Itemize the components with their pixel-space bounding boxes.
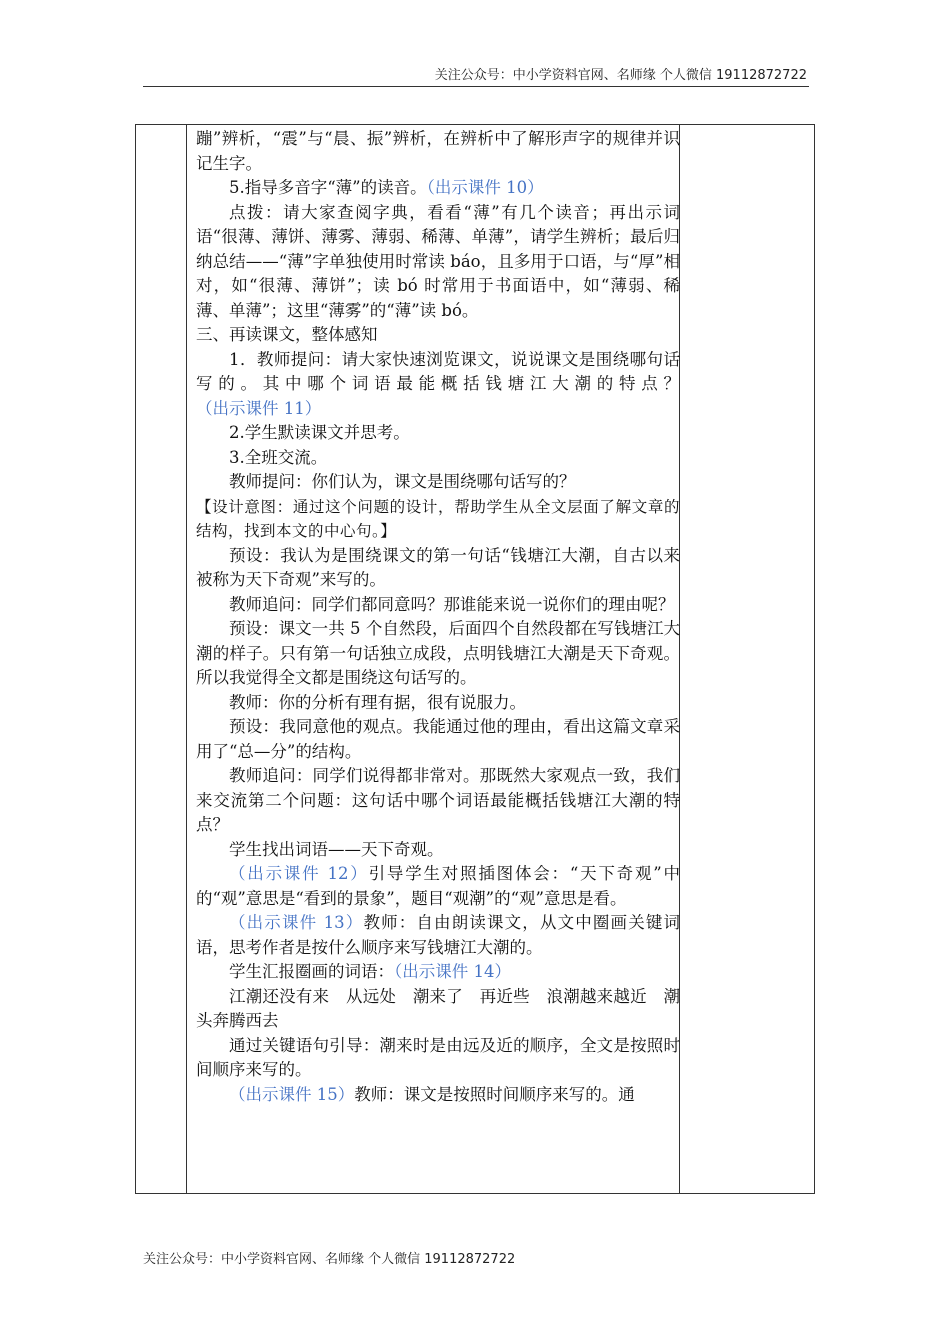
courseware-link: （出示课件 14）: [394, 962, 511, 981]
column-divider-left: [186, 125, 187, 1193]
lesson-table: [135, 124, 815, 1194]
courseware-link: （出示课件 15）: [229, 1084, 355, 1104]
courseware-link: （出示课件 10）: [426, 178, 544, 197]
paragraph: 通过关键语句引导：潮来时是由远及近的顺序，全文是按照时间顺序来写的。: [196, 1035, 680, 1079]
paragraph: 2.学生默读课文并思考。: [229, 423, 410, 442]
header-rule: [143, 86, 809, 87]
paragraph: （出示课件 15）教师：课文是按照时间顺序来写的。通: [229, 1084, 635, 1104]
design-intent: 【设计意图：通过这个问题的设计，帮助学生从全文层面了解文章的结构，找到本文的中心句。】: [196, 497, 680, 540]
paragraph: （出示课件 12）引导学生对照插图体会：“天下奇观”中的“观”意思是“看到的景象”，题目“观潮”的“观”意思是看。: [196, 864, 680, 908]
section-heading: 三、再读课文，整体感知: [196, 325, 378, 344]
paragraph: 教师：你的分析有理有据，很有说服力。: [229, 692, 526, 712]
page-footer: 关注公众号：中小学资料官网、名师缘 个人微信 19112872722: [143, 1252, 516, 1267]
courseware-link: （出示课件 13）: [229, 913, 364, 932]
paragraph: 3.全班交流。: [229, 447, 328, 467]
key-phrases: 江潮还没有来 从远处 潮来了 再近些 浪潮越来越近 潮头奔腾西去: [196, 986, 680, 1030]
paragraph: 1．教师提问：请大家快速浏览课文，说说课文是围绕哪句话写的。其中哪个词语最能概括钱塘江大潮的特点？（出示课件 11）: [196, 349, 680, 418]
paragraph: 学生汇报圈画的词语：（出示课件 14）: [229, 962, 511, 981]
paragraph: 点拨：请大家查阅字典，看看“薄”有几个读音；再出示词语“很薄、薄饼、薄雾、薄弱、稀薄、单薄”，请学生辨析；最后归纳总结——“薄”字单独使用时常读 báo，且多用于口语，与“厚”相对，如“很薄、薄饼”；读 bó 时常用于书面语中，如“薄弱、稀薄、单薄”；这里“薄雾”的“薄”读 bó。: [196, 202, 680, 320]
paragraph: 蹦”辨析，“震”与“晨、振”辨析，在辨析中了解形声字的规律并识记生字。: [196, 129, 680, 173]
paragraph: （出示课件 13）教师：自由朗读课文，从文中圈画关键词语，思考作者是按什么顺序来写钱塘江大潮的。: [196, 913, 681, 957]
paragraph: 教师提问：你们认为，课文是围绕哪句话写的？: [229, 472, 576, 491]
paragraph: 预设：课文一共 5 个自然段，后面四个自然段都在写钱塘江大潮的样子。只有第一句话独立成段，点明钱塘江大潮是天下奇观。所以我觉得全文都是围绕这句话写的。: [196, 619, 680, 687]
lesson-content: [196, 127, 680, 1107]
courseware-link: （出示课件 11）: [196, 398, 322, 418]
paragraph: 5.指导多音字“薄”的读音。（出示课件 10）: [229, 178, 544, 197]
paragraph: 预设：我同意他的观点。我能通过他的理由，看出这篇文章采用了“总—分”的结构。: [196, 717, 680, 761]
paragraph: 学生找出词语——天下奇观。: [229, 839, 444, 859]
paragraph: 预设：我认为是围绕课文的第一句话“钱塘江大潮，自古以来被称为天下奇观”来写的。: [196, 545, 680, 589]
page-header: 关注公众号：中小学资料官网、名师缘 个人微信 19112872722: [434, 68, 807, 83]
courseware-link: （出示课件 12）: [229, 864, 369, 883]
paragraph: 教师追问：同学们都同意吗？那谁能来说一说你们的理由呢？: [229, 594, 675, 614]
paragraph: 教师追问：同学们说得都非常对。那既然大家观点一致，我们来交流第二个问题：这句话中哪个词语最能概括钱塘江大潮的特点？: [196, 766, 680, 834]
